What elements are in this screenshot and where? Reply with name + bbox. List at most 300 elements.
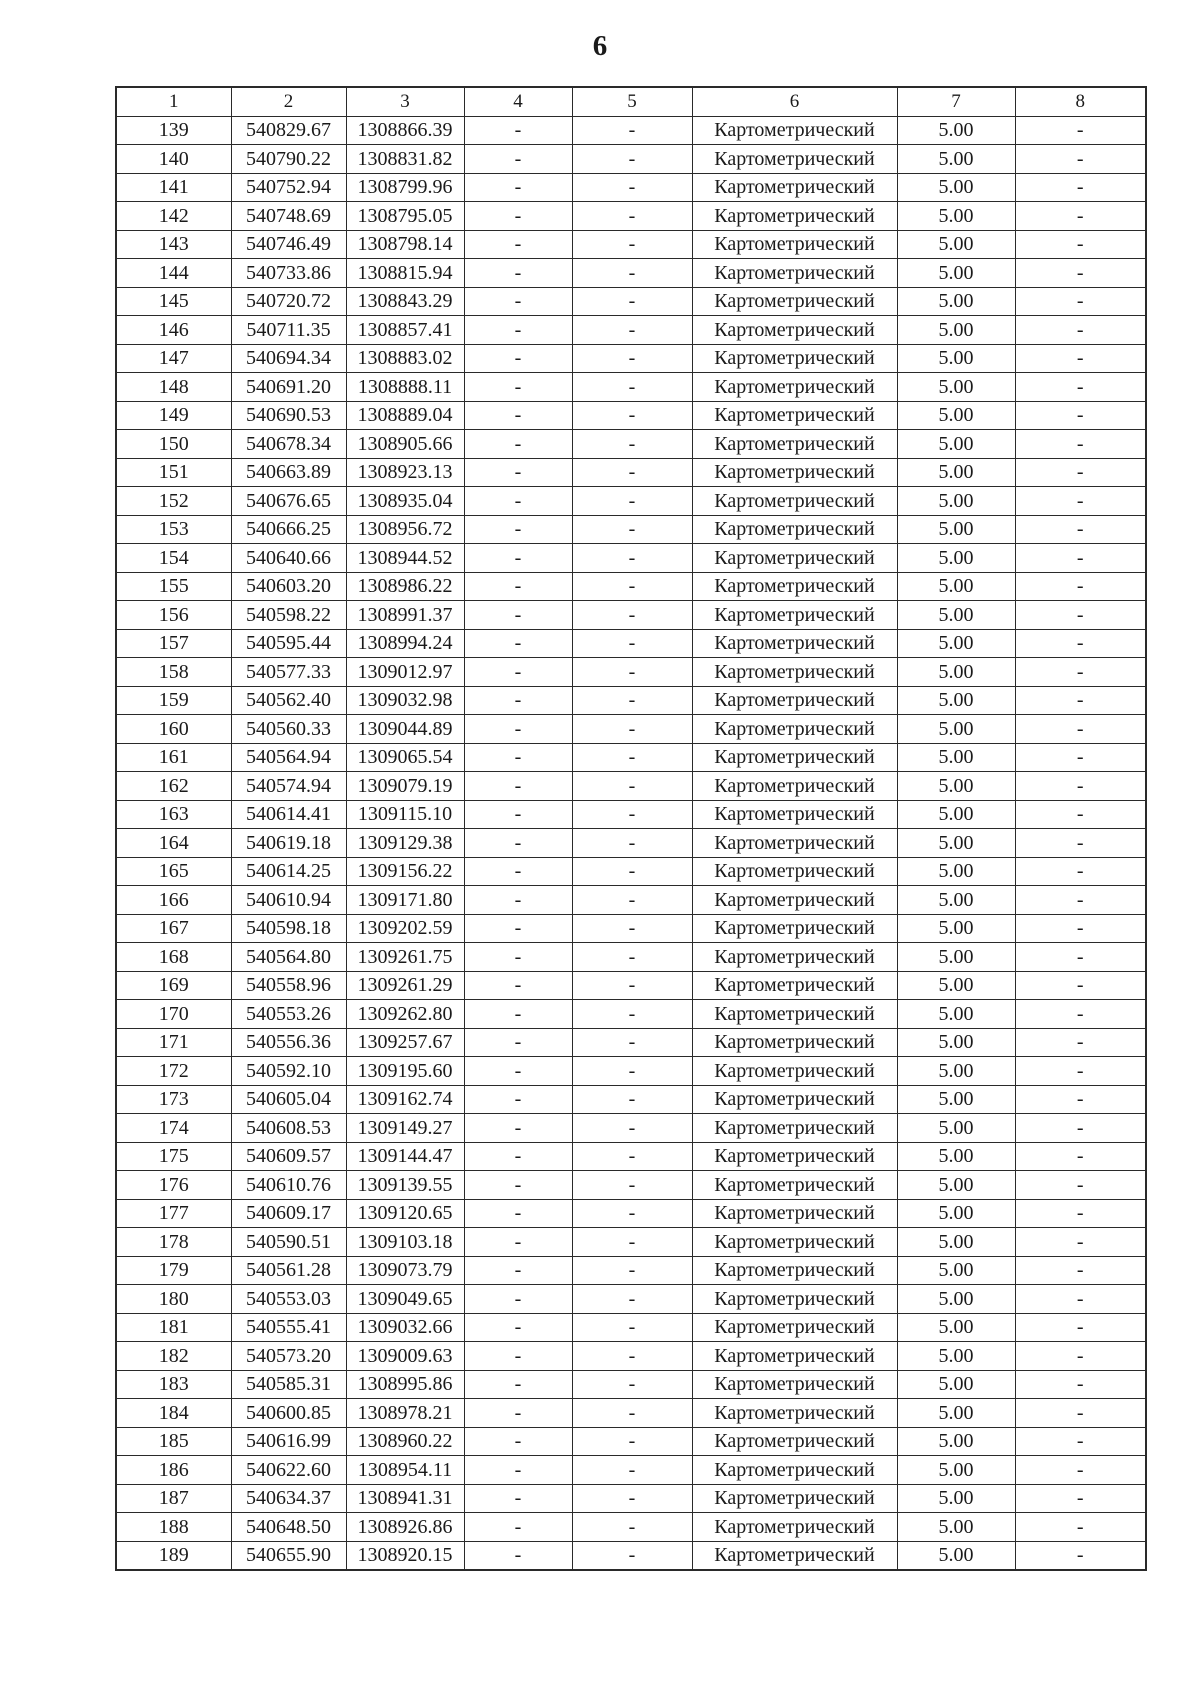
cell-col-5: - <box>572 886 692 915</box>
cell-col-5: - <box>572 914 692 943</box>
cell-y-coordinate: 1308798.14 <box>346 230 464 259</box>
cell-method: Картометрический <box>692 145 897 174</box>
table-row <box>116 772 1146 801</box>
cell-col-8: - <box>1015 1000 1146 1029</box>
table-row <box>116 430 1146 459</box>
table-row <box>116 1171 1146 1200</box>
cell-accuracy: 5.00 <box>897 772 1015 801</box>
table-row <box>116 373 1146 402</box>
cell-y-coordinate: 1308995.86 <box>346 1370 464 1399</box>
cell-x-coordinate: 540663.89 <box>231 458 346 487</box>
cell-col-5: - <box>572 800 692 829</box>
cell-col-5: - <box>572 829 692 858</box>
cell-col-8: - <box>1015 401 1146 430</box>
cell-x-coordinate: 540603.20 <box>231 572 346 601</box>
cell-point-number: 168 <box>116 943 231 972</box>
cell-accuracy: 5.00 <box>897 1057 1015 1086</box>
cell-point-number: 139 <box>116 116 231 145</box>
cell-col-5: - <box>572 601 692 630</box>
cell-x-coordinate: 540711.35 <box>231 316 346 345</box>
cell-col-4: - <box>464 1028 572 1057</box>
cell-accuracy: 5.00 <box>897 230 1015 259</box>
cell-accuracy: 5.00 <box>897 1456 1015 1485</box>
cell-y-coordinate: 1309079.19 <box>346 772 464 801</box>
cell-method: Картометрический <box>692 772 897 801</box>
cell-x-coordinate: 540600.85 <box>231 1399 346 1428</box>
cell-col-4: - <box>464 686 572 715</box>
cell-method: Картометрический <box>692 1085 897 1114</box>
cell-x-coordinate: 540598.22 <box>231 601 346 630</box>
cell-col-5: - <box>572 173 692 202</box>
cell-point-number: 142 <box>116 202 231 231</box>
cell-x-coordinate: 540577.33 <box>231 658 346 687</box>
cell-col-4: - <box>464 373 572 402</box>
cell-x-coordinate: 540562.40 <box>231 686 346 715</box>
cell-col-5: - <box>572 1456 692 1485</box>
cell-col-8: - <box>1015 1484 1146 1513</box>
cell-col-5: - <box>572 658 692 687</box>
cell-accuracy: 5.00 <box>897 1541 1015 1570</box>
cell-col-4: - <box>464 1285 572 1314</box>
table-row <box>116 1285 1146 1314</box>
table-row <box>116 1228 1146 1257</box>
cell-accuracy: 5.00 <box>897 943 1015 972</box>
cell-col-5: - <box>572 1028 692 1057</box>
cell-col-8: - <box>1015 202 1146 231</box>
cell-col-4: - <box>464 173 572 202</box>
table-row <box>116 829 1146 858</box>
cell-col-5: - <box>572 1342 692 1371</box>
cell-col-5: - <box>572 487 692 516</box>
cell-accuracy: 5.00 <box>897 601 1015 630</box>
cell-y-coordinate: 1308954.11 <box>346 1456 464 1485</box>
cell-accuracy: 5.00 <box>897 287 1015 316</box>
cell-point-number: 173 <box>116 1085 231 1114</box>
table-row <box>116 344 1146 373</box>
cell-col-5: - <box>572 629 692 658</box>
cell-method: Картометрический <box>692 344 897 373</box>
cell-col-4: - <box>464 1228 572 1257</box>
cell-y-coordinate: 1309009.63 <box>346 1342 464 1371</box>
table-row <box>116 401 1146 430</box>
cell-col-8: - <box>1015 259 1146 288</box>
cell-y-coordinate: 1309044.89 <box>346 715 464 744</box>
cell-col-4: - <box>464 1456 572 1485</box>
cell-y-coordinate: 1309139.55 <box>346 1171 464 1200</box>
cell-method: Картометрический <box>692 1313 897 1342</box>
table-row <box>116 1057 1146 1086</box>
cell-point-number: 160 <box>116 715 231 744</box>
cell-point-number: 145 <box>116 287 231 316</box>
cell-accuracy: 5.00 <box>897 1484 1015 1513</box>
cell-method: Картометрический <box>692 1256 897 1285</box>
cell-y-coordinate: 1309156.22 <box>346 857 464 886</box>
cell-x-coordinate: 540829.67 <box>231 116 346 145</box>
cell-col-8: - <box>1015 316 1146 345</box>
cell-col-4: - <box>464 515 572 544</box>
table-row <box>116 658 1146 687</box>
cell-accuracy: 5.00 <box>897 116 1015 145</box>
cell-accuracy: 5.00 <box>897 1427 1015 1456</box>
table-row <box>116 1199 1146 1228</box>
cell-col-4: - <box>464 145 572 174</box>
cell-col-8: - <box>1015 829 1146 858</box>
cell-y-coordinate: 1309257.67 <box>346 1028 464 1057</box>
cell-col-4: - <box>464 1085 572 1114</box>
cell-method: Картометрический <box>692 1199 897 1228</box>
coordinates-table <box>115 86 1147 1571</box>
cell-col-4: - <box>464 401 572 430</box>
table-row <box>116 971 1146 1000</box>
table-row <box>116 1484 1146 1513</box>
cell-x-coordinate: 540590.51 <box>231 1228 346 1257</box>
cell-method: Картометрический <box>692 401 897 430</box>
cell-y-coordinate: 1308986.22 <box>346 572 464 601</box>
table-row <box>116 173 1146 202</box>
cell-point-number: 183 <box>116 1370 231 1399</box>
cell-col-5: - <box>572 344 692 373</box>
cell-method: Картометрический <box>692 1484 897 1513</box>
cell-y-coordinate: 1309162.74 <box>346 1085 464 1114</box>
cell-point-number: 189 <box>116 1541 231 1570</box>
cell-accuracy: 5.00 <box>897 1085 1015 1114</box>
cell-y-coordinate: 1309144.47 <box>346 1142 464 1171</box>
cell-point-number: 163 <box>116 800 231 829</box>
cell-y-coordinate: 1308944.52 <box>346 544 464 573</box>
cell-col-8: - <box>1015 1513 1146 1542</box>
cell-point-number: 172 <box>116 1057 231 1086</box>
cell-method: Картометрический <box>692 686 897 715</box>
cell-x-coordinate: 540622.60 <box>231 1456 346 1485</box>
table-row <box>116 1456 1146 1485</box>
table-row <box>116 515 1146 544</box>
cell-col-8: - <box>1015 1285 1146 1314</box>
cell-col-8: - <box>1015 1313 1146 1342</box>
cell-col-4: - <box>464 259 572 288</box>
cell-col-4: - <box>464 971 572 1000</box>
header-cell: 5 <box>572 87 692 116</box>
cell-accuracy: 5.00 <box>897 173 1015 202</box>
page-number: 6 <box>592 30 608 62</box>
table-row <box>116 287 1146 316</box>
cell-col-8: - <box>1015 1142 1146 1171</box>
cell-y-coordinate: 1309262.80 <box>346 1000 464 1029</box>
cell-accuracy: 5.00 <box>897 487 1015 516</box>
cell-col-5: - <box>572 1285 692 1314</box>
cell-method: Картометрический <box>692 629 897 658</box>
cell-method: Картометрический <box>692 572 897 601</box>
cell-col-8: - <box>1015 629 1146 658</box>
cell-col-5: - <box>572 544 692 573</box>
cell-method: Картометрический <box>692 116 897 145</box>
cell-col-8: - <box>1015 715 1146 744</box>
cell-y-coordinate: 1309032.98 <box>346 686 464 715</box>
cell-y-coordinate: 1309012.97 <box>346 658 464 687</box>
cell-col-4: - <box>464 1513 572 1542</box>
cell-x-coordinate: 540561.28 <box>231 1256 346 1285</box>
cell-col-8: - <box>1015 857 1146 886</box>
cell-method: Картометрический <box>692 1057 897 1086</box>
cell-y-coordinate: 1308883.02 <box>346 344 464 373</box>
cell-y-coordinate: 1308905.66 <box>346 430 464 459</box>
cell-method: Картометрический <box>692 943 897 972</box>
cell-x-coordinate: 540733.86 <box>231 259 346 288</box>
cell-point-number: 176 <box>116 1171 231 1200</box>
cell-x-coordinate: 540634.37 <box>231 1484 346 1513</box>
cell-accuracy: 5.00 <box>897 1171 1015 1200</box>
cell-accuracy: 5.00 <box>897 145 1015 174</box>
cell-accuracy: 5.00 <box>897 572 1015 601</box>
cell-col-5: - <box>572 515 692 544</box>
cell-method: Картометрический <box>692 1228 897 1257</box>
cell-col-8: - <box>1015 1256 1146 1285</box>
cell-point-number: 177 <box>116 1199 231 1228</box>
cell-y-coordinate: 1308889.04 <box>346 401 464 430</box>
cell-col-4: - <box>464 1171 572 1200</box>
cell-method: Картометрический <box>692 857 897 886</box>
cell-col-8: - <box>1015 430 1146 459</box>
cell-accuracy: 5.00 <box>897 658 1015 687</box>
cell-accuracy: 5.00 <box>897 259 1015 288</box>
cell-col-5: - <box>572 1256 692 1285</box>
cell-x-coordinate: 540560.33 <box>231 715 346 744</box>
cell-method: Картометрический <box>692 1285 897 1314</box>
table-header-row <box>116 87 1146 116</box>
cell-col-5: - <box>572 1313 692 1342</box>
cell-col-5: - <box>572 1427 692 1456</box>
cell-method: Картометрический <box>692 1142 897 1171</box>
cell-col-4: - <box>464 1199 572 1228</box>
cell-col-8: - <box>1015 572 1146 601</box>
cell-accuracy: 5.00 <box>897 1228 1015 1257</box>
cell-point-number: 156 <box>116 601 231 630</box>
cell-y-coordinate: 1309073.79 <box>346 1256 464 1285</box>
table-row <box>116 316 1146 345</box>
cell-col-5: - <box>572 430 692 459</box>
cell-point-number: 166 <box>116 886 231 915</box>
cell-x-coordinate: 540553.03 <box>231 1285 346 1314</box>
cell-col-4: - <box>464 1342 572 1371</box>
cell-col-4: - <box>464 1313 572 1342</box>
cell-point-number: 187 <box>116 1484 231 1513</box>
cell-method: Картометрический <box>692 715 897 744</box>
table-row <box>116 544 1146 573</box>
cell-col-4: - <box>464 430 572 459</box>
cell-accuracy: 5.00 <box>897 1313 1015 1342</box>
cell-method: Картометрический <box>692 544 897 573</box>
cell-x-coordinate: 540555.41 <box>231 1313 346 1342</box>
cell-y-coordinate: 1309261.29 <box>346 971 464 1000</box>
cell-y-coordinate: 1308888.11 <box>346 373 464 402</box>
cell-point-number: 184 <box>116 1399 231 1428</box>
cell-col-5: - <box>572 1399 692 1428</box>
cell-col-4: - <box>464 886 572 915</box>
cell-accuracy: 5.00 <box>897 1285 1015 1314</box>
cell-col-4: - <box>464 1370 572 1399</box>
table-row <box>116 487 1146 516</box>
cell-col-8: - <box>1015 1057 1146 1086</box>
cell-col-5: - <box>572 1085 692 1114</box>
cell-x-coordinate: 540610.94 <box>231 886 346 915</box>
cell-point-number: 181 <box>116 1313 231 1342</box>
cell-accuracy: 5.00 <box>897 458 1015 487</box>
cell-col-5: - <box>572 1057 692 1086</box>
cell-col-5: - <box>572 857 692 886</box>
cell-y-coordinate: 1308843.29 <box>346 287 464 316</box>
cell-col-8: - <box>1015 1342 1146 1371</box>
cell-y-coordinate: 1308926.86 <box>346 1513 464 1542</box>
cell-col-5: - <box>572 1000 692 1029</box>
cell-col-8: - <box>1015 515 1146 544</box>
cell-col-8: - <box>1015 458 1146 487</box>
cell-method: Картометрический <box>692 1028 897 1057</box>
cell-col-4: - <box>464 1541 572 1570</box>
cell-col-5: - <box>572 1171 692 1200</box>
cell-col-4: - <box>464 715 572 744</box>
table-row <box>116 1313 1146 1342</box>
cell-method: Картометрический <box>692 743 897 772</box>
cell-method: Картометрический <box>692 1342 897 1371</box>
table-row <box>116 145 1146 174</box>
cell-y-coordinate: 1309049.65 <box>346 1285 464 1314</box>
cell-col-4: - <box>464 458 572 487</box>
cell-col-4: - <box>464 344 572 373</box>
cell-x-coordinate: 540605.04 <box>231 1085 346 1114</box>
cell-point-number: 140 <box>116 145 231 174</box>
table-row <box>116 943 1146 972</box>
cell-col-4: - <box>464 743 572 772</box>
table-row <box>116 116 1146 145</box>
cell-accuracy: 5.00 <box>897 857 1015 886</box>
cell-y-coordinate: 1308991.37 <box>346 601 464 630</box>
cell-y-coordinate: 1309261.75 <box>346 943 464 972</box>
cell-col-4: - <box>464 572 572 601</box>
cell-method: Картометрический <box>692 458 897 487</box>
cell-col-4: - <box>464 1399 572 1428</box>
cell-x-coordinate: 540790.22 <box>231 145 346 174</box>
cell-point-number: 155 <box>116 572 231 601</box>
cell-col-5: - <box>572 145 692 174</box>
cell-y-coordinate: 1309032.66 <box>346 1313 464 1342</box>
cell-x-coordinate: 540752.94 <box>231 173 346 202</box>
table-row <box>116 1541 1146 1570</box>
cell-y-coordinate: 1308795.05 <box>346 202 464 231</box>
cell-col-5: - <box>572 202 692 231</box>
cell-x-coordinate: 540558.96 <box>231 971 346 1000</box>
cell-x-coordinate: 540564.80 <box>231 943 346 972</box>
table-row <box>116 259 1146 288</box>
table-row <box>116 572 1146 601</box>
cell-col-8: - <box>1015 1114 1146 1143</box>
cell-accuracy: 5.00 <box>897 430 1015 459</box>
cell-col-4: - <box>464 544 572 573</box>
cell-x-coordinate: 540564.94 <box>231 743 346 772</box>
table-row <box>116 857 1146 886</box>
cell-col-8: - <box>1015 1085 1146 1114</box>
cell-point-number: 167 <box>116 914 231 943</box>
table-row <box>116 1142 1146 1171</box>
cell-col-8: - <box>1015 287 1146 316</box>
cell-y-coordinate: 1308994.24 <box>346 629 464 658</box>
cell-col-4: - <box>464 1256 572 1285</box>
cell-method: Картометрический <box>692 800 897 829</box>
table-row <box>116 1028 1146 1057</box>
table-row <box>116 230 1146 259</box>
cell-method: Картометрический <box>692 1000 897 1029</box>
cell-y-coordinate: 1308935.04 <box>346 487 464 516</box>
cell-col-4: - <box>464 658 572 687</box>
cell-y-coordinate: 1308956.72 <box>346 515 464 544</box>
cell-x-coordinate: 540614.41 <box>231 800 346 829</box>
cell-col-8: - <box>1015 658 1146 687</box>
cell-point-number: 159 <box>116 686 231 715</box>
cell-method: Картометрический <box>692 1114 897 1143</box>
table-row <box>116 202 1146 231</box>
cell-point-number: 171 <box>116 1028 231 1057</box>
cell-y-coordinate: 1308978.21 <box>346 1399 464 1428</box>
cell-method: Картометрический <box>692 1427 897 1456</box>
header-cell: 4 <box>464 87 572 116</box>
cell-point-number: 185 <box>116 1427 231 1456</box>
cell-point-number: 151 <box>116 458 231 487</box>
cell-point-number: 157 <box>116 629 231 658</box>
cell-x-coordinate: 540676.65 <box>231 487 346 516</box>
cell-col-4: - <box>464 829 572 858</box>
cell-col-4: - <box>464 1000 572 1029</box>
table-row <box>116 1399 1146 1428</box>
cell-y-coordinate: 1308815.94 <box>346 259 464 288</box>
cell-col-8: - <box>1015 1541 1146 1570</box>
cell-accuracy: 5.00 <box>897 1199 1015 1228</box>
cell-method: Картометрический <box>692 515 897 544</box>
cell-col-5: - <box>572 287 692 316</box>
cell-accuracy: 5.00 <box>897 629 1015 658</box>
table-row <box>116 715 1146 744</box>
cell-y-coordinate: 1308941.31 <box>346 1484 464 1513</box>
cell-point-number: 180 <box>116 1285 231 1314</box>
cell-point-number: 169 <box>116 971 231 1000</box>
cell-point-number: 175 <box>116 1142 231 1171</box>
cell-x-coordinate: 540720.72 <box>231 287 346 316</box>
cell-x-coordinate: 540574.94 <box>231 772 346 801</box>
header-cell: 7 <box>897 87 1015 116</box>
cell-accuracy: 5.00 <box>897 914 1015 943</box>
cell-col-5: - <box>572 772 692 801</box>
cell-col-4: - <box>464 1484 572 1513</box>
cell-x-coordinate: 540595.44 <box>231 629 346 658</box>
cell-col-8: - <box>1015 544 1146 573</box>
table-row <box>116 800 1146 829</box>
cell-col-5: - <box>572 316 692 345</box>
cell-col-5: - <box>572 715 692 744</box>
cell-x-coordinate: 540619.18 <box>231 829 346 858</box>
cell-point-number: 144 <box>116 259 231 288</box>
cell-x-coordinate: 540655.90 <box>231 1541 346 1570</box>
cell-y-coordinate: 1309195.60 <box>346 1057 464 1086</box>
cell-accuracy: 5.00 <box>897 971 1015 1000</box>
cell-x-coordinate: 540553.26 <box>231 1000 346 1029</box>
cell-col-8: - <box>1015 1171 1146 1200</box>
cell-method: Картометрический <box>692 971 897 1000</box>
cell-accuracy: 5.00 <box>897 202 1015 231</box>
cell-col-4: - <box>464 800 572 829</box>
cell-method: Картометрический <box>692 601 897 630</box>
cell-point-number: 158 <box>116 658 231 687</box>
cell-point-number: 148 <box>116 373 231 402</box>
cell-y-coordinate: 1309202.59 <box>346 914 464 943</box>
cell-y-coordinate: 1308920.15 <box>346 1541 464 1570</box>
cell-method: Картометрический <box>692 1513 897 1542</box>
